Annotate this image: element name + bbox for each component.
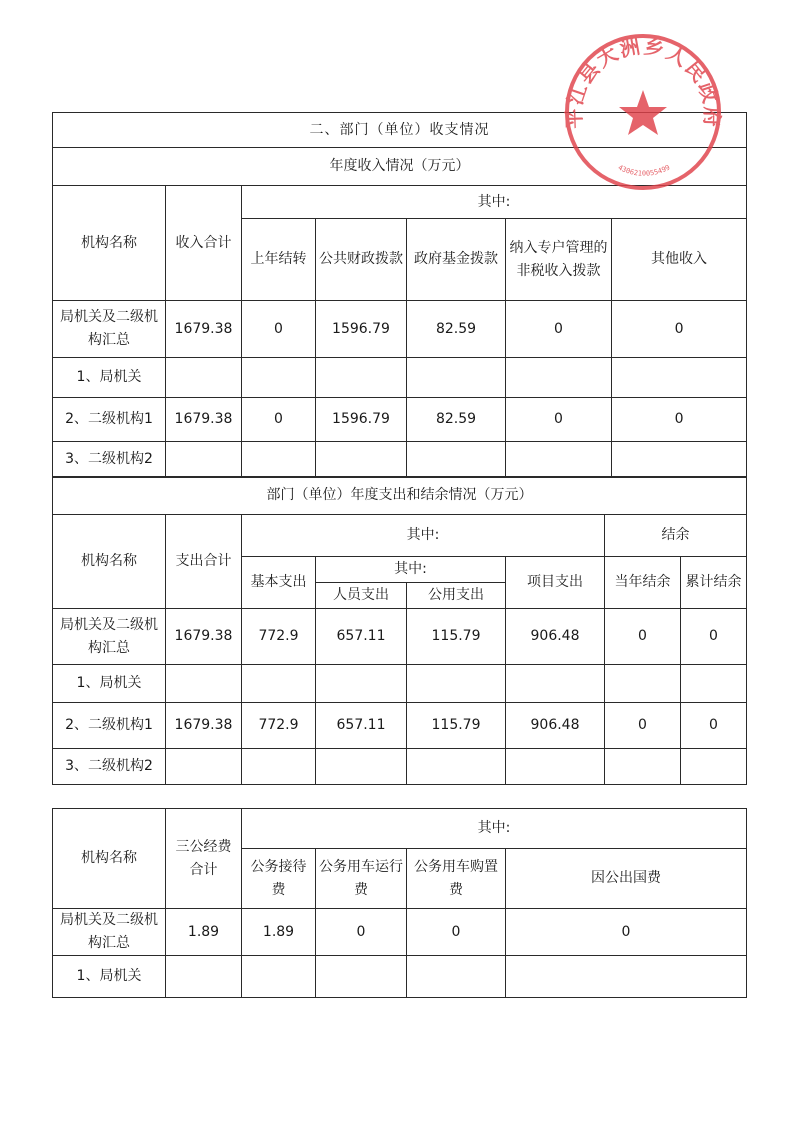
expense-header-name: 机构名称 — [53, 515, 166, 609]
row-basic: 772.9 — [242, 703, 316, 749]
income-subtitle: 年度收入情况（万元） — [53, 148, 747, 186]
row-name: 3、二级机构2 — [53, 442, 166, 478]
row-abroad — [506, 956, 747, 998]
row-name: 1、局机关 — [53, 956, 166, 998]
row-name: 局机关及二级机构汇总 — [53, 909, 166, 956]
row-public — [407, 665, 506, 703]
three-public-header-reception: 公务接待费 — [242, 849, 316, 909]
row-carryover: 0 — [242, 398, 316, 442]
row-project — [506, 749, 605, 785]
row-total: 1679.38 — [166, 609, 242, 665]
row-public: 115.79 — [407, 703, 506, 749]
table-row — [53, 301, 747, 358]
row-project — [506, 665, 605, 703]
row-fiscal — [316, 358, 407, 398]
row-nontax: 0 — [506, 398, 612, 442]
row-project: 906.48 — [506, 703, 605, 749]
row-total — [166, 358, 242, 398]
expense-header-current-balance: 当年结余 — [605, 557, 681, 609]
row-name: 2、二级机构1 — [53, 703, 166, 749]
seal-code: 4306210055499 — [616, 163, 672, 178]
row-cumulative-balance — [681, 749, 747, 785]
row-current-balance: 0 — [605, 703, 681, 749]
row-total — [166, 956, 242, 998]
row-cumulative-balance: 0 — [681, 609, 747, 665]
row-fiscal: 1596.79 — [316, 301, 407, 358]
row-fund: 82.59 — [407, 301, 506, 358]
income-header-fund: 政府基金拨款 — [407, 219, 506, 301]
official-seal — [558, 32, 728, 192]
income-header-total: 收入合计 — [166, 186, 242, 301]
expense-header-personnel: 人员支出 — [316, 583, 407, 609]
seal-text: 平江县大洲乡人民政府 — [561, 33, 725, 130]
row-total: 1679.38 — [166, 703, 242, 749]
expense-header-among: 其中: — [242, 515, 605, 557]
row-nontax: 0 — [506, 301, 612, 358]
row-vehicle-run: 0 — [316, 909, 407, 956]
row-basic — [242, 665, 316, 703]
row-name: 局机关及二级机构汇总 — [53, 609, 166, 665]
row-current-balance — [605, 665, 681, 703]
row-basic: 772.9 — [242, 609, 316, 665]
row-name: 2、二级机构1 — [53, 398, 166, 442]
row-fiscal: 1596.79 — [316, 398, 407, 442]
row-name: 1、局机关 — [53, 665, 166, 703]
three-public-header-total: 三公经费合计 — [166, 809, 242, 909]
row-vehicle-buy: 0 — [407, 909, 506, 956]
expense-header-cumulative-balance: 累计结余 — [681, 557, 747, 609]
row-total: 1679.38 — [166, 398, 242, 442]
row-other — [612, 442, 747, 478]
row-public — [407, 749, 506, 785]
row-carryover: 0 — [242, 301, 316, 358]
three-public-header-vehicle-buy: 公务用车购置费 — [407, 849, 506, 909]
section-title: 二、部门（单位）收支情况 — [53, 113, 747, 148]
row-other: 0 — [612, 301, 747, 358]
row-name: 1、局机关 — [53, 358, 166, 398]
row-name: 3、二级机构2 — [53, 749, 166, 785]
income-header-name: 机构名称 — [53, 186, 166, 301]
table-row — [53, 909, 747, 956]
row-carryover — [242, 442, 316, 478]
three-public-header-name: 机构名称 — [53, 809, 166, 909]
table-row — [53, 665, 747, 703]
row-total — [166, 442, 242, 478]
income-header-fiscal: 公共财政拨款 — [316, 219, 407, 301]
row-other: 0 — [612, 398, 747, 442]
row-total — [166, 749, 242, 785]
table-row — [53, 609, 747, 665]
row-current-balance — [605, 749, 681, 785]
table-row — [53, 703, 747, 749]
expense-header-basic: 基本支出 — [242, 557, 316, 609]
star-icon — [619, 90, 667, 135]
table-row — [53, 442, 747, 478]
row-personnel — [316, 749, 407, 785]
row-cumulative-balance: 0 — [681, 703, 747, 749]
row-fund — [407, 358, 506, 398]
row-abroad: 0 — [506, 909, 747, 956]
expense-header-balance: 结余 — [605, 515, 747, 557]
row-total: 1679.38 — [166, 301, 242, 358]
row-name: 局机关及二级机构汇总 — [53, 301, 166, 358]
table-row — [53, 358, 747, 398]
income-header-other: 其他收入 — [612, 219, 747, 301]
expense-header-among2: 其中: — [316, 557, 506, 583]
row-basic — [242, 749, 316, 785]
row-reception — [242, 956, 316, 998]
three-public-header-vehicle-run: 公务用车运行费 — [316, 849, 407, 909]
row-vehicle-buy — [407, 956, 506, 998]
row-personnel: 657.11 — [316, 703, 407, 749]
table-row — [53, 398, 747, 442]
three-public-table — [52, 808, 747, 998]
row-vehicle-run — [316, 956, 407, 998]
row-other — [612, 358, 747, 398]
row-total — [166, 665, 242, 703]
income-header-nontax: 纳入专户管理的非税收入拨款 — [506, 219, 612, 301]
expense-header-public: 公用支出 — [407, 583, 506, 609]
row-personnel — [316, 665, 407, 703]
table-row — [53, 749, 747, 785]
income-header-among: 其中: — [242, 186, 747, 219]
expense-table — [52, 476, 747, 785]
row-reception: 1.89 — [242, 909, 316, 956]
expense-subtitle: 部门（单位）年度支出和结余情况（万元） — [53, 477, 747, 515]
row-total: 1.89 — [166, 909, 242, 956]
row-project: 906.48 — [506, 609, 605, 665]
row-personnel: 657.11 — [316, 609, 407, 665]
row-cumulative-balance — [681, 665, 747, 703]
row-public: 115.79 — [407, 609, 506, 665]
expense-header-total: 支出合计 — [166, 515, 242, 609]
income-header-carryover: 上年结转 — [242, 219, 316, 301]
row-current-balance: 0 — [605, 609, 681, 665]
row-fiscal — [316, 442, 407, 478]
row-nontax — [506, 442, 612, 478]
row-fund — [407, 442, 506, 478]
expense-header-project: 项目支出 — [506, 557, 605, 609]
three-public-header-abroad: 因公出国费 — [506, 849, 747, 909]
table-row — [53, 956, 747, 998]
row-nontax — [506, 358, 612, 398]
row-carryover — [242, 358, 316, 398]
three-public-header-among: 其中: — [242, 809, 747, 849]
row-fund: 82.59 — [407, 398, 506, 442]
